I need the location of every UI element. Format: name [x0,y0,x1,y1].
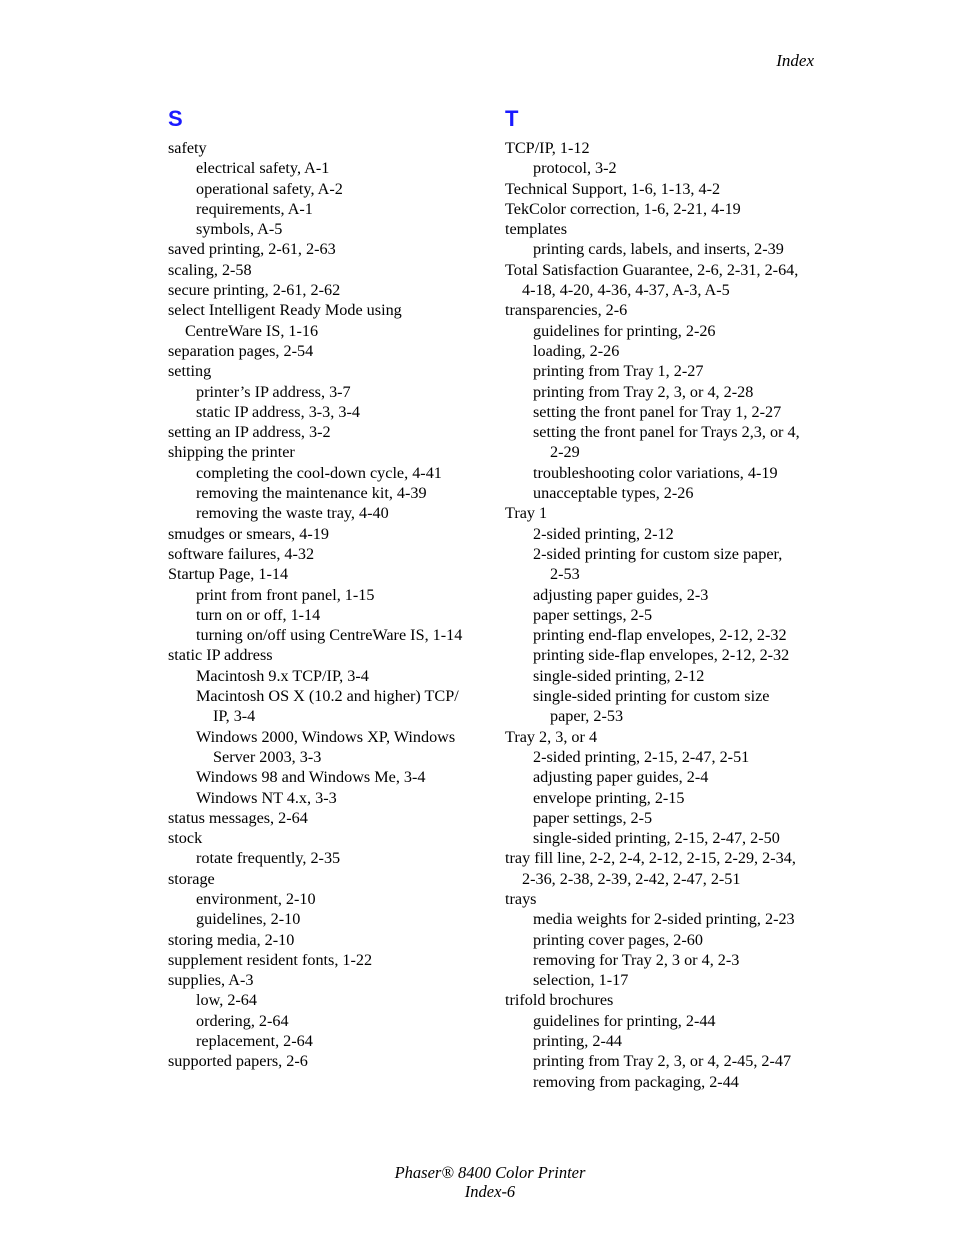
index-subentry [168,605,488,625]
entry-text: saved printing, 2-61, 2-63 [168,240,336,259]
index-entry [168,544,488,564]
index-subentry [168,179,488,199]
entry-text: printing from Tray 2, 3, or 4, 2-45, 2-47 [533,1052,792,1071]
index-subentry [168,158,488,178]
entry-text: tray fill line, 2-2, 2-4, 2-12, 2-15, 2-29, 2-34, [505,849,796,868]
entry-text: printer’s IP address, 3-7 [196,382,351,401]
entry-text: guidelines for printing, 2-44 [533,1011,716,1030]
entry-text: environment, 2-10 [196,889,316,908]
index-subentry [505,1011,825,1031]
entry-text: setting the front panel for Tray 1, 2-27 [533,402,782,421]
index-section-s [168,104,488,1072]
entry-text: selection, 1-17 [533,971,629,990]
index-subentry [505,463,825,483]
index-subentry [505,666,825,686]
index-subentry [505,158,825,178]
entry-text: Technical Support, 1-6, 1-13, 4-2 [505,179,721,198]
entry-text: stock [168,829,203,848]
index-subentry [505,341,825,361]
index-entry [505,219,825,239]
section-letter: S [168,106,183,131]
entry-text: 2-53 [550,565,580,584]
index-entry [168,564,488,584]
index-entry [168,869,488,889]
entry-text: printing end-flap envelopes, 2-12, 2-32 [533,626,787,645]
index-subentry [168,402,488,422]
entry-text: printing cover pages, 2-60 [533,930,703,949]
index-subentry [505,808,825,828]
entry-text: TCP/IP, 1-12 [505,139,590,157]
entry-text: supplement resident fonts, 1-22 [168,950,373,969]
entry-text: trays [505,889,537,908]
entry-list [505,138,825,1092]
index-subentry [168,727,488,768]
index-entry [505,199,825,219]
entry-text: requirements, A-1 [196,199,313,218]
entry-text: removing for Tray 2, 3 or 4, 2-3 [533,950,740,969]
index-subentry [168,1011,488,1031]
index-entry [168,1051,488,1071]
index-subentry [505,321,825,341]
entry-text: select Intelligent Ready Mode using [168,301,402,320]
index-subentry [168,1031,488,1051]
index-subentry [505,747,825,767]
index-subentry [168,788,488,808]
entry-text: Windows NT 4.x, 3-3 [196,788,337,807]
index-entry [168,524,488,544]
index-subentry [505,524,825,544]
entry-text: TekColor correction, 1-6, 2-21, 4-19 [505,199,741,218]
index-subentry [505,585,825,605]
entry-text: rotate frequently, 2-35 [196,849,341,868]
index-subentry [168,625,488,645]
entry-text: turn on or off, 1-14 [196,605,321,624]
index-subentry [505,382,825,402]
index-subentry [505,239,825,259]
index-entry [168,260,488,280]
index-entry [168,828,488,848]
entry-text: trifold brochures [505,991,614,1010]
index-subentry [505,544,825,585]
entry-text: low, 2-64 [196,991,257,1010]
entry-text: printing cards, labels, and inserts, 2-39 [533,240,784,259]
index-entry [505,138,825,158]
entry-text: print from front panel, 1-15 [196,585,375,604]
entry-text: paper, 2-53 [550,707,624,726]
index-subentry [505,767,825,787]
entry-text: media weights for 2-sided printing, 2-23 [533,910,795,929]
index-subentry [168,990,488,1010]
entry-text: printing from Tray 1, 2-27 [533,362,704,381]
entry-text: supported papers, 2-6 [168,1052,308,1071]
index-subentry [505,402,825,422]
index-entry [505,727,825,747]
entry-text: secure printing, 2-61, 2-62 [168,281,341,300]
entry-text: adjusting paper guides, 2-3 [533,585,709,604]
index-entry [505,300,825,320]
entry-text: printing side-flap envelopes, 2-12, 2-32 [533,646,790,665]
section-letter: T [505,106,519,131]
index-subentry [168,767,488,787]
entry-text: safety [168,139,207,157]
entry-text: unacceptable types, 2-26 [533,484,694,503]
entry-text: Macintosh OS X (10.2 and higher) TCP/ [196,687,459,706]
entry-text: single-sided printing, 2-12 [533,666,705,685]
index-subentry [168,889,488,909]
entry-text: Tray 2, 3, or 4 [505,727,598,746]
entry-text: electrical safety, A-1 [196,159,330,178]
entry-text: status messages, 2-64 [168,808,308,827]
entry-text: smudges or smears, 4-19 [168,524,329,543]
entry-text: completing the cool-down cycle, 4-41 [196,463,442,482]
entry-text: 2-36, 2-38, 2-39, 2-42, 2-47, 2-51 [522,869,741,888]
entry-text: CentreWare IS, 1-16 [185,321,319,340]
entry-text: removing the maintenance kit, 4-39 [196,484,427,503]
index-entry [168,138,488,158]
index-section-t [505,104,825,1092]
index-subentry [505,361,825,381]
index-entry [168,808,488,828]
entry-text: guidelines for printing, 2-26 [533,321,716,340]
index-subentry [505,1031,825,1051]
index-subentry [168,219,488,239]
entry-text: setting the front panel for Trays 2,3, or 4, [533,423,800,442]
entry-text: printing from Tray 2, 3, or 4, 2-28 [533,382,754,401]
index-subentry [168,503,488,523]
entry-text: troubleshooting color variations, 4-19 [533,463,778,482]
index-entry [168,442,488,462]
entry-text: replacement, 2-64 [196,1032,313,1051]
page-footer [0,1163,954,1201]
index-subentry [505,970,825,990]
index-subentry [505,909,825,929]
index-entry [505,848,825,889]
footer-product-name: Phaser® 8400 Color Printer [394,1163,586,1182]
index-subentry [505,930,825,950]
entry-text: scaling, 2-58 [168,260,252,279]
entry-text: adjusting paper guides, 2-4 [533,768,709,787]
index-entry [168,300,488,341]
index-subentry [505,686,825,727]
index-subentry [505,828,825,848]
entry-text: 2-sided printing for custom size paper, [533,544,783,563]
index-subentry [505,605,825,625]
entry-text: Tray 1 [505,504,548,523]
index-subentry [168,585,488,605]
entry-text: Total Satisfaction Guarantee, 2-6, 2-31, 2-64, [505,260,799,279]
index-subentry [168,463,488,483]
entry-text: setting [168,362,212,381]
entry-text: Windows 2000, Windows XP, Windows [196,727,456,746]
index-entry [505,503,825,523]
entry-text: 2-sided printing, 2-12 [533,524,674,543]
entry-text: paper settings, 2-5 [533,808,653,827]
index-entry [505,260,825,301]
index-subentry [505,1051,825,1071]
index-entry [168,970,488,990]
index-subentry [168,909,488,929]
entry-text: loading, 2-26 [533,341,620,360]
index-subentry [505,625,825,645]
entry-text: operational safety, A-2 [196,179,343,198]
index-subentry [505,645,825,665]
entry-text: removing from packaging, 2-44 [533,1072,739,1091]
entry-text: static IP address [168,646,273,665]
entry-text: Startup Page, 1-14 [168,565,289,584]
entry-text: storing media, 2-10 [168,930,295,949]
entry-text: templates [505,220,568,239]
entry-text: Macintosh 9.x TCP/IP, 3-4 [196,666,369,685]
index-entry [505,990,825,1010]
entry-text: 2-sided printing, 2-15, 2-47, 2-51 [533,747,750,766]
entry-text: printing, 2-44 [533,1032,623,1051]
index-subentry [168,666,488,686]
entry-text: single-sided printing for custom size [533,687,770,706]
index-entry [168,280,488,300]
entry-text: 4-18, 4-20, 4-36, 4-37, A-3, A-5 [522,281,730,300]
entry-text: separation pages, 2-54 [168,341,314,360]
entry-text: supplies, A-3 [168,971,254,990]
index-subentry [505,950,825,970]
entry-text: setting an IP address, 3-2 [168,423,331,442]
index-entry [168,645,488,665]
entry-text: symbols, A-5 [196,220,283,239]
entry-text: transparencies, 2-6 [505,301,628,320]
index-entry [505,179,825,199]
entry-text: IP, 3-4 [213,707,256,726]
index-subentry [168,199,488,219]
index-subentry [168,382,488,402]
entry-text: paper settings, 2-5 [533,605,653,624]
index-entry [168,361,488,381]
index-subentry [168,483,488,503]
index-subentry [168,848,488,868]
index-entry [168,422,488,442]
index-subentry [505,788,825,808]
entry-list [168,138,488,1072]
entry-text: single-sided printing, 2-15, 2-47, 2-50 [533,829,780,848]
index-entry [168,239,488,259]
entry-text: 2-29 [550,443,580,462]
entry-text: protocol, 3-2 [533,159,617,178]
entry-text: ordering, 2-64 [196,1011,289,1030]
entry-text: turning on/off using CentreWare IS, 1-14 [196,626,463,645]
entry-text: Windows 98 and Windows Me, 3-4 [196,768,426,787]
index-subentry [505,422,825,463]
footer-page-number: Index-6 [464,1182,516,1201]
entry-text: removing the waste tray, 4-40 [196,504,389,523]
running-header: Index [776,51,814,70]
entry-text: software failures, 4-32 [168,544,315,563]
entry-text: envelope printing, 2-15 [533,788,685,807]
entry-text: Server 2003, 3-3 [213,747,322,766]
index-entry [168,950,488,970]
index-entry [168,341,488,361]
entry-text: static IP address, 3-3, 3-4 [196,402,360,421]
entry-text: shipping the printer [168,443,295,462]
index-subentry [505,1072,825,1092]
index-subentry [168,686,488,727]
index-subentry [505,483,825,503]
index-entry [505,889,825,909]
entry-text: storage [168,869,215,888]
entry-text: guidelines, 2-10 [196,910,301,929]
index-entry [168,930,488,950]
